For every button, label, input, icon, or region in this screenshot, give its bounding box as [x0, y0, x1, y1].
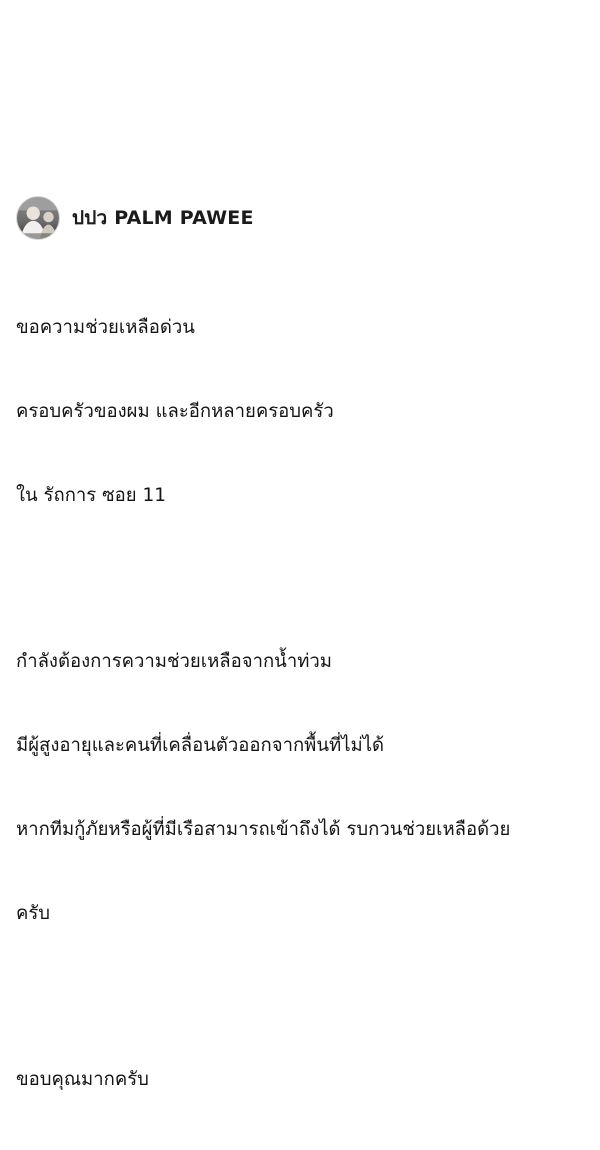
post-line: ขอความช่วยเหลือด่วน — [16, 317, 195, 338]
post-header — [16, 196, 254, 240]
post-paragraph — [16, 592, 576, 984]
user-photo-avatar-icon — [17, 197, 59, 239]
post-line: กำลังต้องการความช่วยเหลือจากน้ำท่วม — [16, 651, 332, 672]
post-line: มีผู้สูงอายุและคนที่เคลื่อนตัวออกจากพื้นที่ไม่ได้ — [16, 735, 385, 756]
post-paragraph — [16, 1010, 576, 1150]
avatar[interactable] — [16, 196, 60, 240]
post-line: ขอบคุณมากครับ — [16, 1069, 149, 1090]
post-text — [16, 258, 576, 1150]
post-line: หากทีมกู้ภัยหรือผู้ที่มีเรือสามารถเข้าถึงได้ รบกวนช่วยเหลือด้วย — [16, 819, 511, 840]
author-name[interactable]: ปปว PALM PAWEE — [72, 207, 254, 229]
post-paragraph — [16, 258, 576, 566]
post-line: ครับ — [16, 903, 51, 924]
post-line: ใน รัถการ ซอย 11 — [16, 485, 167, 506]
post-line: ครอบครัวของผม และอีกหลายครอบครัว — [16, 401, 334, 422]
